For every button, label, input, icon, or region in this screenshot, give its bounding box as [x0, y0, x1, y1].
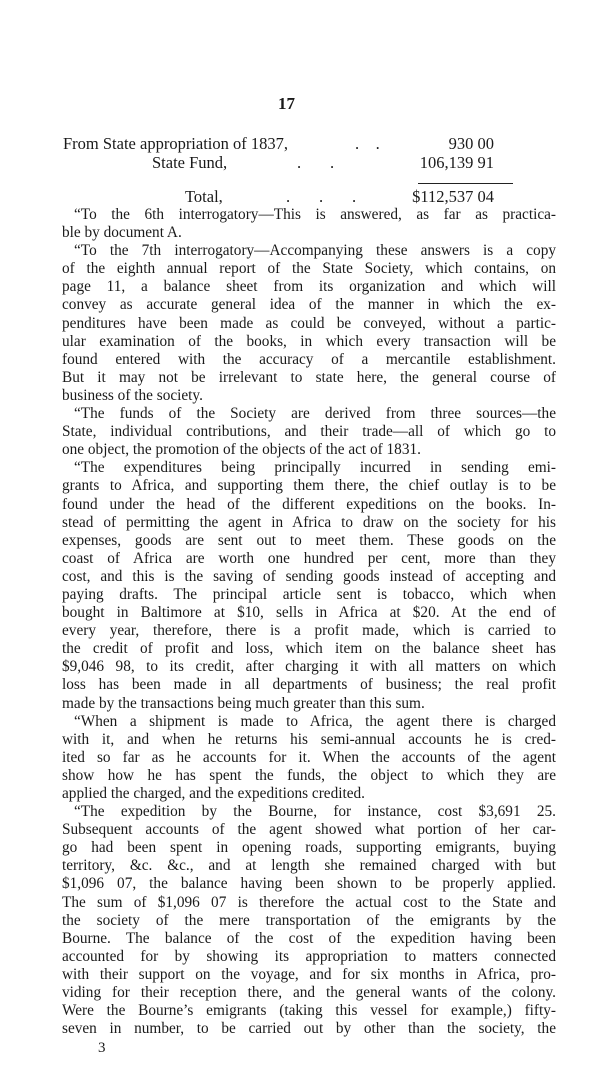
row-label: State Fund,: [152, 153, 228, 172]
paragraph: [62, 459, 556, 712]
text-line: found entered with the accuracy of a mercantile establishment.: [62, 350, 556, 368]
text-line: Subsequent accounts of the agent showed what portion of her car-: [62, 821, 556, 839]
total-dots: . . .: [286, 187, 357, 206]
text-line: ited so far as he accounts for it. When the accounts of the agent: [62, 748, 556, 766]
text-line: But it may not be irrelevant to state here, the general course of: [62, 368, 556, 386]
body-text: [62, 206, 556, 1038]
text-line: accounted for by showing its appropriation to matters connected: [62, 947, 556, 965]
text-line: with their support on the voyage, and for six months in Africa, pro-: [62, 965, 556, 983]
text-line: “To the 6th interrogatory—This is answered, as far as practica-: [74, 206, 556, 223]
text-line: found under the head of the different expeditions on the books. In-: [62, 495, 556, 513]
text-line: viding for their reception there, and the general wants of the colony.: [62, 984, 556, 1002]
signature-mark: 3: [98, 1040, 106, 1056]
row-amount: 930 00: [448, 134, 494, 153]
row-dots: . .: [355, 134, 380, 153]
text-line: the society of the mere transportation of the emigrants by the: [62, 911, 556, 929]
text-line: Bourne. The balance of the cost of the expedition having been: [62, 929, 556, 947]
text-line: business of the society.: [62, 386, 203, 404]
text-line: applied the charged, and the expeditions credited.: [62, 785, 365, 802]
sum-rule: [418, 183, 513, 184]
text-line: ble by document A.: [62, 224, 182, 242]
text-line: paying drafts. The principal article sent is tobacco, which when: [62, 585, 556, 603]
text-line: Were the Bourne’s emigrants (taking this vessel for example,) fifty-: [62, 1002, 556, 1020]
text-line: $9,046 98, to its credit, after charging it with all matters on which: [62, 658, 556, 676]
text-line: cost, and this is the saving of sending goods instead of accepting and: [62, 567, 556, 585]
text-line: of the eighth annual report of the State Society, which contains, on: [62, 260, 556, 278]
text-line: State, individual contributions, and their trade—all of which go to: [62, 423, 556, 441]
text-line: $1,096 07, the balance having been shown to be properly applied.: [62, 875, 556, 893]
row-dots: . .: [297, 153, 335, 172]
paragraph: [62, 713, 556, 803]
paragraph: [62, 242, 556, 405]
text-line: expenses, goods are sent out to meet them. These goods on the: [62, 531, 556, 549]
text-line: ular examination of the books, in which every transaction will be: [62, 332, 556, 350]
text-line: loss has been made in all departments of business; the real profit: [62, 676, 556, 694]
text-line: coast of Africa are worth one hundred per cent, more than they: [62, 549, 556, 567]
text-line: The sum of $1,096 07 is therefore the actual cost to the State and: [62, 893, 556, 911]
text-line: go had been spent in opening roads, supporting emigrants, buying: [62, 839, 556, 857]
row-amount: 106,139 91: [419, 153, 494, 172]
text-line: one object, the promotion of the objects of the act of 1831.: [62, 441, 421, 459]
text-line: “The expedition by the Bourne, for instance, cost $3,691 25.: [74, 803, 556, 821]
text-line: “The funds of the Society are derived from three sources—the: [74, 405, 556, 423]
text-line: with it, and when he returns his semi-annual accounts he is cred-: [62, 730, 556, 748]
row-label: From State appropriation of 1837,: [63, 134, 289, 153]
text-line: the credit of profit and loss, which item on the balance sheet has: [62, 640, 556, 658]
text-line: page 11, a balance sheet from its organization and which will: [62, 278, 556, 296]
total-label: Total,: [185, 187, 223, 206]
text-line: grants to Africa, and supporting them there, the chief outlay is to be: [62, 477, 556, 495]
paragraph: [62, 405, 556, 459]
paragraph: [62, 803, 556, 1038]
total-amount: $112,537 04: [412, 187, 494, 206]
text-line: territory, &c. &c., and at length she remained charged with but: [62, 857, 556, 875]
text-line: stead of permitting the agent in Africa to draw on the society for his: [62, 513, 556, 531]
text-line: “The expenditures being principally incurred in sending emi-: [74, 459, 556, 477]
page-number: 17: [278, 94, 295, 113]
text-line: bought in Baltimore at $10, sells in Africa at $20. At the end of: [62, 604, 556, 622]
text-line: seven in number, to be carried out by other than the society, the: [62, 1020, 556, 1038]
text-line: “To the 7th interrogatory—Accompanying these answers is a copy: [74, 242, 556, 260]
text-line: “When a shipment is made to Africa, the agent there is charged: [74, 712, 556, 730]
paragraph: [62, 206, 556, 242]
text-line: made by the transactions being much greater than this sum.: [62, 694, 425, 712]
text-line: every year, therefore, there is a profit made, which is carried to: [62, 622, 556, 640]
text-line: show how he has spent the funds, the object to which they are: [62, 766, 556, 784]
text-line: convey as accurate general idea of the manner in which the ex-: [62, 296, 556, 314]
text-line: penditures have been made as could be conveyed, without a partic-: [62, 314, 556, 332]
